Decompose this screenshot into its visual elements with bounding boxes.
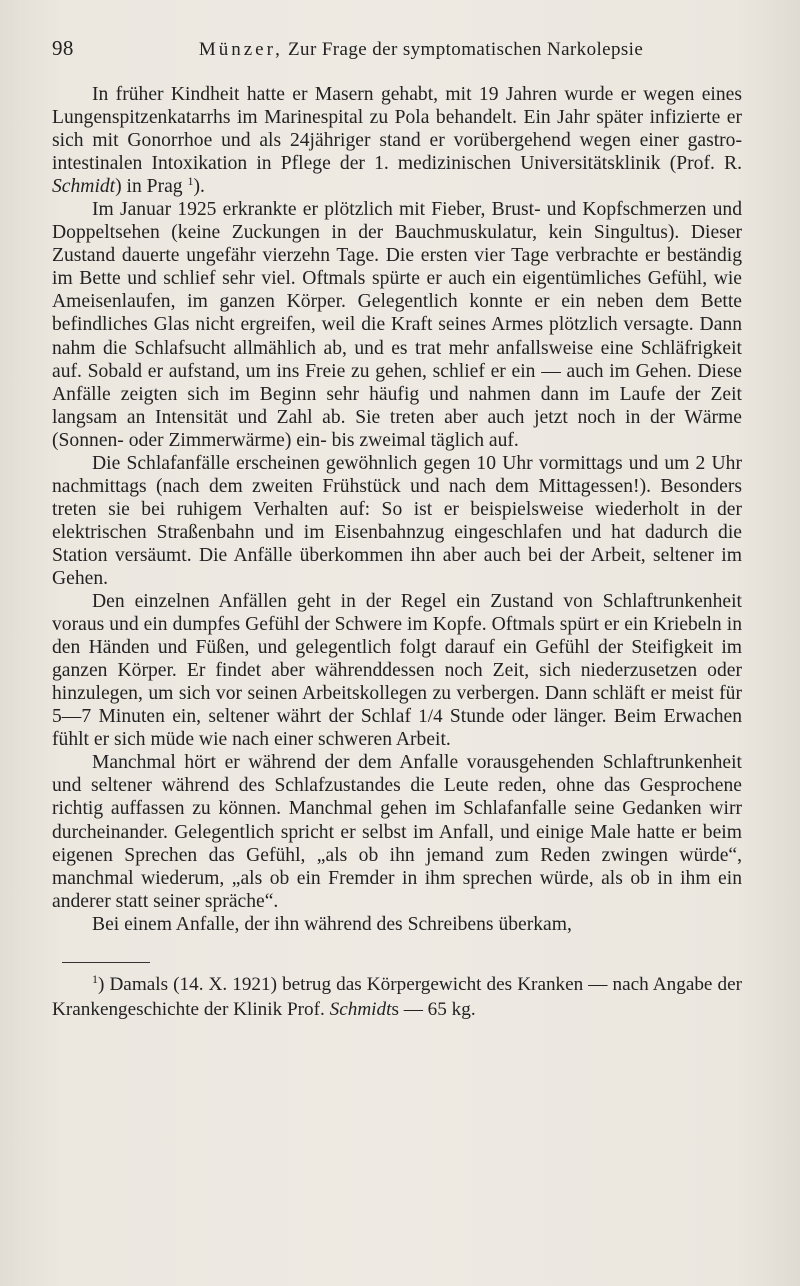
running-title [112,39,742,61]
paragraph-1-text-b: ) in Prag [115,176,188,198]
page-number: 98 [52,36,74,60]
running-header [52,36,742,61]
paragraph-4 [52,590,742,751]
paragraph-2: Im Januar 1925 erkrankte er plötzlich mit Fieber, Brust- und Kopfschmerzen und Doppeltsehen (keine Zuckungen in der Bauchmuskulatur, kein Singultus). Dieser Zustand dauerte ungefähr vierzehn Tage. Die ersten vier Tage verbrachte er beständig im Bette und schlief sehr viel. Oftmals spürte er auch ein eigentümliches Gefühl, wie Ameisenlaufen, im ganzen Körper. Gelegentlich konnte er ein neben dem Bette befindliches Glas nicht ergreifen, weil die Kraft seines Armes plötzlich versagte. Dann nahm die Schlafsucht allmählich ab, und es trat mehr anfallsweise eine Schläfrigkeit auf. Sobald er aufstand, um ins Freie zu gehen, schlief er ein — auch im Gehen. Diese Anfälle zeigten sich im Beginn sehr häufig und nahmen dann im Laufe der Zeit langsam an Intensität und Zahl ab. Sie treten aber auch jetzt noch in der Wärme (Sonnen- oder Zimmerwärme) ein- bis zweimal täglich auf. [52,199,742,451]
paragraph-1-text-c: ). [193,176,205,198]
paragraph-4-text-b: Stunde oder länger. Beim Erwachen fühlt er sich müde wie nach einer schweren Arbeit. [52,706,742,751]
running-author: Münzer, [198,39,283,60]
paragraph-1-name: Schmidt [52,176,116,198]
paragraph-5: Manchmal hört er während der dem Anfalle vorausgehenden Schlaftrunkenheit und seltener während des Schlafzustandes die Leute reden, ohne das Gesprochene richtig auffassen zu können. Manchmal gehen im Schlafanfalle seine Gedanken wirr durcheinander. Gelegentlich spricht er selbst im Anfall, und einige Male hatte er beim eigenen Sprechen das Gefühl, „als ob ihn jemand zum Reden zwingen würde“, manchmal wiederum, „als ob ein Fremder in ihm sprechen würde, als ob in ihm ein anderer statt seiner spräche“. [52,752,742,912]
fraction: 1/4 [418,706,443,728]
paragraph-1-text-a: In früher Kindheit hatte er Masern gehabt, mit 19 Jahren wurde er wegen eines Lungenspitzenkatarrhs im Marinespital zu Pola behandelt. Ein Jahr später infizierte er sich mit Gonorrhoe und als 24jähriger stand er vorübergehend wegen einer gastro-intestinalen Intoxikation in Pflege der 1. medizinischen Universitätsklinik (Prof. R. [52,84,742,175]
footnote-text-a: ) Damals (14. X. 1921) betrug das Körpergewicht des Kranken — nach Angabe der Krankengeschichte der Klinik Prof. [52,973,742,1020]
paragraph-1 [52,83,742,198]
footnote-reference[interactable]: 1 [187,174,194,189]
paragraph-6: Bei einem Anfalle, der ihn während des Schreibens überkam, [92,913,572,935]
footnote-name: Schmidt [329,998,392,1020]
paragraph-3: Die Schlafanfälle erscheinen gewöhnlich gegen 10 Uhr vormittags und um 2 Uhr nachmittags (nach dem zweiten Frühstück und nach dem Mittagessen!). Besonders treten sie bei ruhigem Verhalten auf: So ist er beispielsweise wiederholt in der elektrischen Straßenbahn und im Eisenbahnzug eingeschlafen und hat dadurch die Station versäumt. Die Anfälle überkommen ihn aber auch bei der Arbeit, seltener im Gehen. [52,452,742,589]
paragraph-4-text-a: Den einzelnen Anfällen geht in der Regel ein Zustand von Schlaftrunkenheit voraus und ein dumpfes Gefühl der Schwere im Kopfe. Oftmals spürt er ein Kriebeln in den Händen und Füßen, und gelegentlich folgt darauf ein Gefühl der Steifigkeit im ganzen Körper. Er findet aber währenddessen noch Zeit, sich niederzusetzen oder hinzulegen, um sich vor seinen Arbeitskollegen zu verbergen. Dann schläft er meist für 5—7 Minuten ein, seltener währt der Schlaf [52,591,742,728]
footnote-marker: 1 [92,971,98,986]
running-title-text: Zur Frage der symptomatischen Narkolepsie [288,39,644,60]
footnotes [52,972,742,1022]
footnote-1 [52,972,742,1022]
body-text [52,83,742,936]
footnote-text-b: s — 65 kg. [391,998,476,1020]
footnote-divider [62,962,150,963]
